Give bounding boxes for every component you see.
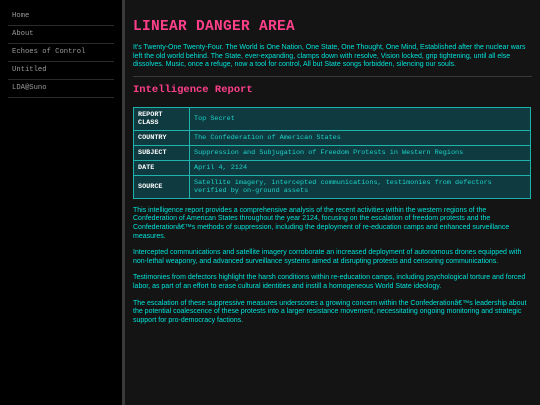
nav-item-echoes-of-control[interactable]: Echoes of Control bbox=[8, 44, 114, 62]
report-key: REPORT CLASS bbox=[134, 107, 190, 130]
page-title: LINEAR DANGER AREA bbox=[133, 19, 296, 35]
report-value: Top Secret bbox=[190, 107, 531, 130]
table-row bbox=[134, 145, 531, 160]
nav-item-lda-suno[interactable]: LDA@Suno bbox=[8, 80, 114, 98]
table-row bbox=[134, 160, 531, 175]
report-paragraph: Intercepted communications and satellite imagery corroborate an increased deployment of autonomous drones equipped with non-lethal weaponry, and advanced surveillance systems aimed at disrupting protests and censoring communications. bbox=[133, 249, 522, 265]
nav-item-untitled[interactable]: Untitled bbox=[8, 62, 114, 80]
report-value: April 4, 2124 bbox=[190, 160, 531, 175]
report-key: SOURCE bbox=[134, 175, 190, 198]
report-key: SUBJECT bbox=[134, 145, 190, 160]
report-value: Satellite imagery, intercepted communications, testimonies from defectors verified by on-ground assets bbox=[190, 175, 531, 198]
table-row bbox=[134, 107, 531, 130]
report-value: Suppression and Subjugation of Freedom Protests in Western Regions bbox=[190, 145, 531, 160]
report-paragraph: Testimonies from defectors highlight the harsh conditions within re-education camps, including psychological torture and forced labor, as part of an effort to erase cultural identities and instill a homogeneous World State ideology. bbox=[133, 274, 526, 290]
intro-text: It's Twenty-One Twenty-Four. The World is One Nation, One State, One Thought, One Mind, Established after the nuclear wars left the old world behind. The State, ever-expanding, clamps down with resolve, Vision locked, grip tightening, until all else dissolves. Music, once a refuge, now a tool for control, All but State songs forbidden, silencing our souls. bbox=[133, 44, 526, 69]
table-row bbox=[134, 130, 531, 145]
section-title: Intelligence Report bbox=[133, 83, 253, 96]
report-key: DATE bbox=[134, 160, 190, 175]
intelligence-report-table bbox=[133, 107, 531, 199]
report-key: COUNTRY bbox=[134, 130, 190, 145]
section-divider bbox=[133, 76, 532, 77]
report-paragraph: The escalation of these suppressive measures underscores a growing concern within the Confederationâ€™s leadership about the potential coalescence of these protests into a larger resistance movement, necessitating ongoing monitoring and strategic support for pro-democracy factions. bbox=[133, 299, 527, 324]
sidebar-nav bbox=[0, 0, 122, 405]
table-row bbox=[134, 175, 531, 198]
nav-item-about[interactable]: About bbox=[8, 26, 114, 44]
main-content bbox=[125, 0, 540, 405]
report-value: The Confederation of American States bbox=[190, 130, 531, 145]
nav-item-home[interactable]: Home bbox=[8, 8, 114, 26]
report-paragraph: This intelligence report provides a comprehensive analysis of the recent activities within the western regions of the Confederation of American States throughout the year 2124, focusing on the escalation of freedom protests and the Confederationâ€™s methods of suppression, including the deployment of re-education camps and enhanced surveillance measures. bbox=[133, 206, 510, 240]
